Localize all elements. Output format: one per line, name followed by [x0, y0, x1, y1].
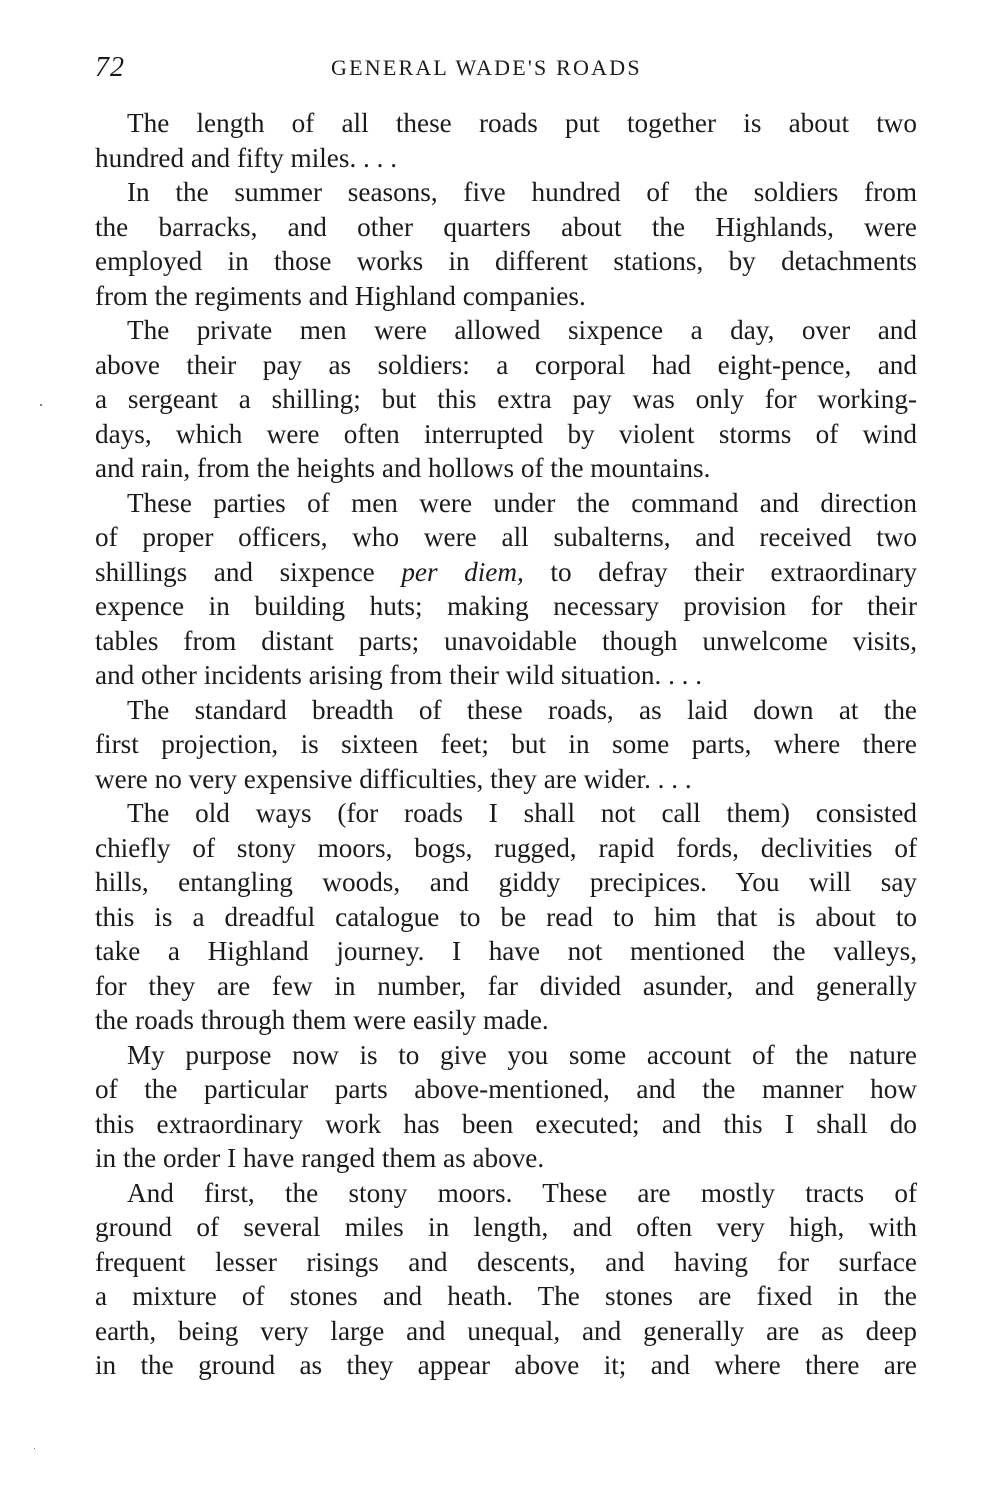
text-line: In the summer seasons, five hundred of the soldiers from [127, 177, 917, 207]
text-line: above their pay as soldiers: a corporal had eight-pence, and [95, 349, 917, 380]
text-line: the barracks, and other quarters about the Highlands, were [95, 211, 917, 242]
text-line: days, which were often interrupted by violent storms of wind [95, 418, 917, 449]
text-line [95, 555, 917, 590]
text-line: a sergeant a shilling; but this extra pay was only for working- [95, 384, 917, 414]
text-line: in the order I have ranged them as above. [95, 1143, 545, 1173]
text-line: the roads through them were easily made. [95, 1005, 549, 1035]
text-line: These parties of men were under the command and direction [127, 487, 917, 518]
text-line: take a Highland journey. I have not mentioned the valleys, [95, 936, 917, 966]
text-line: of the particular parts above-mentioned, and the manner how [95, 1074, 917, 1104]
text-line: The old ways (for roads I shall not call them) consisted [127, 798, 917, 828]
text-line: were no very expensive difficulties, they are wider. . . . [95, 763, 692, 794]
text-line: The length of all these roads put together is about two [127, 108, 917, 138]
text-line: hills, entangling woods, and giddy precipices. You will say [95, 867, 917, 897]
text-line: The private men were allowed sixpence a day, over and [127, 315, 917, 345]
line-segment: to defray their extraordinary [523, 556, 918, 587]
text-line: and rain, from the heights and hollows of the mountains. [95, 453, 711, 483]
text-line: a mixture of stones and heath. The stones are fixed in the [95, 1281, 917, 1311]
page-header [95, 52, 920, 92]
text-line: And first, the stony moors. These are mostly tracts of [127, 1177, 917, 1208]
text-line: ground of several miles in length, and often very high, with [95, 1212, 917, 1242]
text-line: earth, being very large and unequal, and generally are as deep [95, 1315, 917, 1346]
text-line: hundred and fifty miles. . . . [95, 142, 398, 173]
text-line: expence in building huts; making necessary provision for their [95, 591, 917, 621]
scan-speck [40, 404, 42, 406]
text-line: first projection, is sixteen feet; but in some parts, where there [95, 729, 917, 759]
text-line: this is a dreadful catalogue to be read to him that is about to [95, 901, 917, 932]
text-line: chiefly of stony moors, bogs, rugged, rapid fords, declivities of [95, 832, 917, 863]
text-line: from the regiments and Highland companies. [95, 280, 586, 311]
line-segment: shillings and sixpence [95, 556, 402, 587]
text-line: The standard breadth of these roads, as laid down at the [127, 694, 917, 725]
text-line: My purpose now is to give you some account of the nature [127, 1039, 917, 1070]
text-line: for they are few in number, far divided asunder, and generally [95, 970, 917, 1001]
text-line: this extraordinary work has been executed; and this I shall do [95, 1108, 917, 1139]
text-line: in the ground as they appear above it; and where there are [95, 1350, 917, 1380]
text-line: of proper officers, who were all subalterns, and received two [95, 522, 917, 552]
italic-phrase: per diem, [401, 556, 524, 587]
running-title: GENERAL WADE'S ROADS [331, 55, 642, 80]
text-line: frequent lesser risings and descents, and having for surface [95, 1246, 917, 1277]
scan-speck [34, 1448, 35, 1449]
text-line: tables from distant parts; unavoidable though unwelcome visits, [95, 625, 917, 656]
text-line: and other incidents arising from their wild situation. . . . [95, 660, 703, 690]
body-text [95, 106, 917, 1383]
text-line: employed in those works in different stations, by detachments [95, 246, 917, 276]
page-number: 72 [95, 52, 125, 83]
